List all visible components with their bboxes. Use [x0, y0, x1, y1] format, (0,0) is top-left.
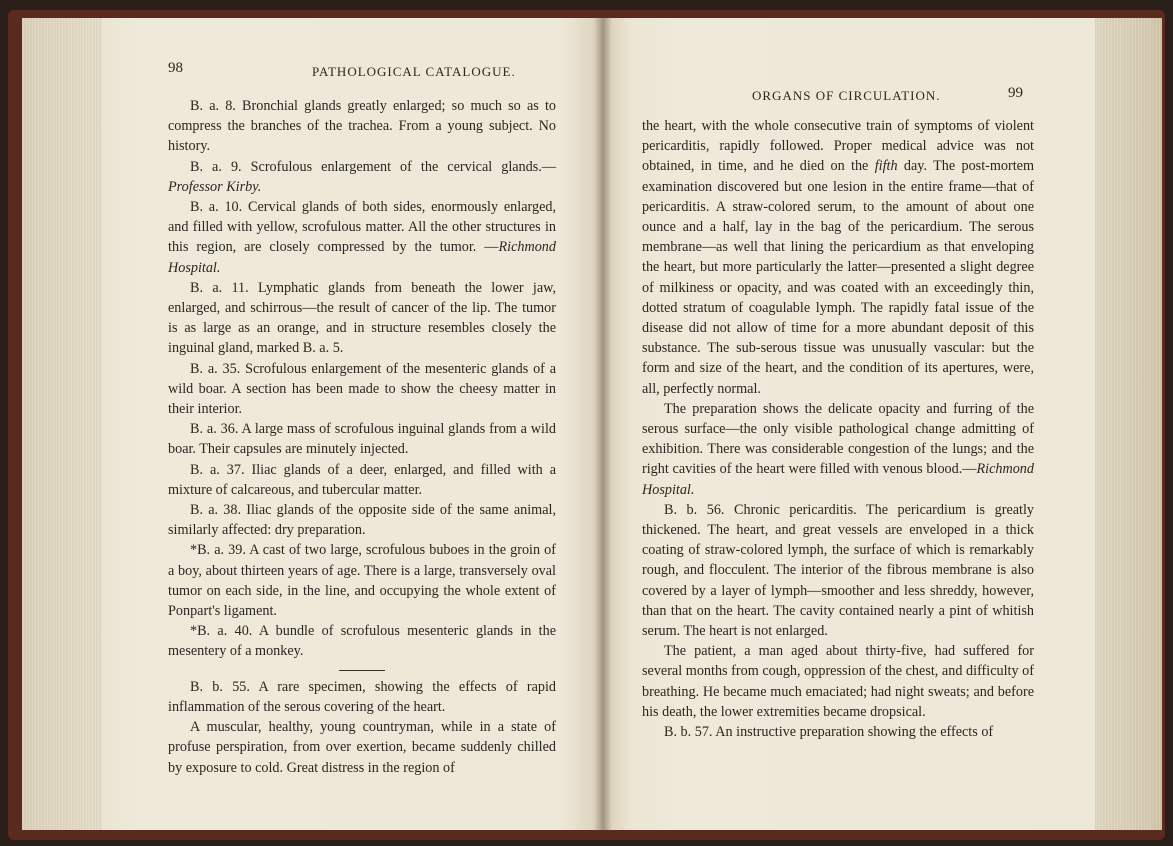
- entry-ba10: B. a. 10. Cervical glands of both sides, enormously enlarged, and filled with yellow, scrofulous matter. All the other structures in this region, are closely compressed by the tumor. —Richmond Hospital.: [168, 199, 557, 276]
- case-history-paragraph: A muscular, healthy, young countryman, while in a state of profuse perspiration, from over exertion, became suddenly chilled by exposure to cold. Great distress in the region of: [168, 719, 556, 776]
- entry-ba40: *B. a. 40. A bundle of scrofulous mesenteric glands in the mesentery of a monkey.: [168, 623, 557, 660]
- preparation-paragraph: The preparation shows the delicate opacity and furring of the serous surface—the only visible pathological change admitting of exhibition. There was considerable congestion of the lungs; and the right cavities of the heart were filled with venous blood.—Richmond Hospital.: [642, 400, 1034, 498]
- entry-ba8: B. a. 8. Bronchial glands greatly enlarged; so much so as to compress the branches of the trachea. From a young subject. No history.: [168, 98, 556, 155]
- entry-ba35: B. a. 35. Scrofulous enlargement of the mesenteric glands of a wild boar. A section has been made to show the cheesy matter in their interior.: [168, 360, 557, 418]
- entry-ba11: B. a. 11. Lymphatic glands from beneath the lower jaw, enlarged, and schirrous—the result of cancer of the lip. The tumor is as large as an orange, and in structure resembles closely the inguinal gland, marked B. a. 5.: [168, 279, 557, 357]
- book-gutter: [594, 18, 612, 830]
- right-page-body: [642, 116, 1034, 742]
- entry-ba36: B. a. 36. A large mass of scrofulous inguinal glands from a wild boar. Their capsules are minutely injected.: [168, 421, 556, 458]
- entry-bb55: B. b. 55. A rare specimen, showing the effects of rapid inflammation of the serous covering of the heart.: [168, 678, 556, 715]
- patient-paragraph: The patient, a man aged about thirty-five, had suffered for several months from cough, oppression of the chest, and difficulty of breathing. He became much emaciated; had night sweats; and before his death, the lower extremities became dropsical.: [642, 643, 1034, 720]
- left-page-number: 98: [168, 60, 183, 76]
- left-page-body: [168, 96, 556, 778]
- left-running-head: PATHOLOGICAL CATALOGUE.: [312, 64, 516, 79]
- right-page-number: 99: [1008, 85, 1023, 101]
- entry-ba39: *B. a. 39. A cast of two large, scrofulous buboes in the groin of a boy, about thirteen years of age. There is a large, transversely oval tumor on each side, in the line, and occupying the whole extent of Ponpart's ligament.: [168, 542, 557, 620]
- right-page-edges: [1095, 18, 1162, 830]
- entry-ba9: B. a. 9. Scrofulous enlargement of the cervical glands.—Professor Kirby.: [168, 158, 557, 195]
- entry-bb57: B. b. 57. An instructive preparation showing the effects of: [664, 724, 994, 741]
- entry-bb56: B. b. 56. Chronic pericarditis. The pericardium is greatly thickened. The heart, and great vessels are enveloped in a thick coating of straw-colored lymph, the surface of which is remarkably rough, and flocculent. The interior of the fibrous membrane is also covered by a layer of lymph—smoother and less shreddy, however, than that on the heart. The cavity contained nearly a pint of whitish serum. The heart is not enlarged.: [642, 501, 1035, 640]
- continuation-paragraph: the heart, with the whole consecutive train of symptoms of violent pericarditis, rapidly followed. Proper medical advice was not obtained, in time, and he died on the fifth day. The post-mortem examination discovered but one lesion in the entire frame—that of pericarditis. A straw-colored serum, to the amount of about one ounce and a half, lay in the bag of the pericardium. The serous membrane—as well that lining the pericardium as that enveloping the heart, but more particularly the latter—presented a slight degree of milkiness or opacity, and was coated with an exceedingly thin, dotted stratum of coagulable lymph. The rapidly fatal issue of the disease did not allow of time for a more abundant deposit of this substance. The sub-serous tissue was unusually vascular: but the form and size of the heart, and the condition of its apertures, were, all, perfectly normal.: [642, 118, 1034, 397]
- right-running-head: ORGANS OF CIRCULATION.: [752, 88, 941, 103]
- left-page-edges: [22, 18, 102, 830]
- entry-ba38: B. a. 38. Iliac glands of the opposite side of the same animal, similarly affected: dry preparation.: [168, 502, 556, 539]
- section-divider: [339, 670, 385, 671]
- entry-ba37: B. a. 37. Iliac glands of a deer, enlarged, and filled with a mixture of calcareous, and tubercular matter.: [168, 461, 557, 498]
